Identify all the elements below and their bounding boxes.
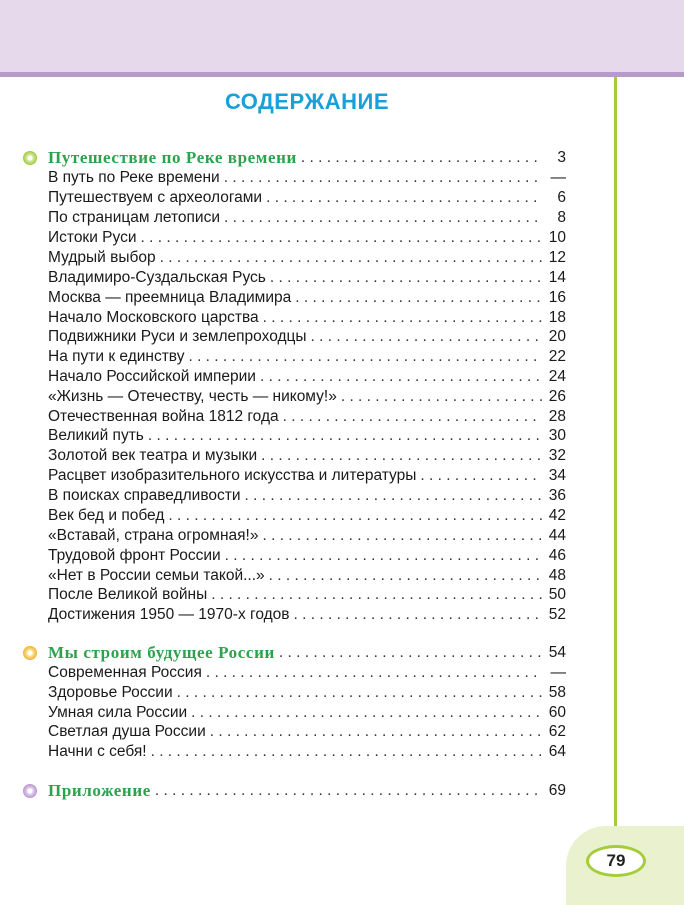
section-bullet-icon — [23, 784, 37, 798]
section-bullet-icon — [23, 151, 37, 165]
section-bullet-icon — [23, 646, 37, 660]
item-page: 22 — [548, 348, 566, 365]
leader-dots — [164, 506, 542, 526]
toc-item[interactable] — [48, 605, 566, 625]
leader-dots — [265, 566, 542, 586]
item-title: Умная сила России — [48, 704, 188, 721]
item-title: Владимиро-Суздальская Русь — [48, 269, 266, 286]
toc-item[interactable] — [48, 367, 566, 387]
toc-item[interactable] — [48, 526, 566, 546]
toc-item[interactable] — [48, 585, 566, 605]
item-title: Достижения 1950 — 1970-х годов — [48, 606, 290, 623]
leader-dots — [221, 546, 542, 566]
item-title: По страницам летописи — [48, 209, 220, 226]
item-page: 44 — [548, 527, 566, 544]
toc-item[interactable] — [48, 486, 566, 506]
toc-item[interactable] — [48, 703, 566, 723]
item-title: На пути к единству — [48, 348, 185, 365]
toc-item[interactable] — [48, 308, 566, 328]
toc-item[interactable] — [48, 446, 566, 466]
leader-dots — [266, 268, 542, 288]
leader-dots — [207, 585, 542, 605]
leader-dots — [291, 288, 542, 308]
toc-item[interactable] — [48, 288, 566, 308]
item-page: 46 — [548, 547, 566, 564]
toc-item[interactable] — [48, 268, 566, 288]
item-title: Путешествуем с археологами — [48, 189, 263, 206]
item-title: Расцвет изобразительного искусства и литературы — [48, 467, 417, 484]
item-title: Золотой век театра и музыки — [48, 447, 258, 464]
item-page: 28 — [548, 408, 566, 425]
leader-dots — [156, 248, 542, 268]
item-page: 58 — [548, 684, 566, 701]
leader-dots — [173, 683, 542, 703]
leader-dots — [256, 367, 542, 387]
toc-section[interactable] — [48, 148, 566, 168]
item-title: После Великой войны — [48, 586, 208, 603]
toc-item[interactable] — [48, 208, 566, 228]
item-page: 42 — [548, 507, 566, 524]
item-title: Трудовой фронт России — [48, 547, 221, 564]
toc-item[interactable] — [48, 742, 566, 762]
toc-item[interactable] — [48, 426, 566, 446]
item-title: «Жизнь — Отечеству, честь — никому!» — [48, 388, 337, 405]
item-title: В поисках справедливости — [48, 487, 241, 504]
page-number: 79 — [586, 845, 646, 877]
leader-dots — [279, 407, 542, 427]
toc-item[interactable] — [48, 683, 566, 703]
toc-item[interactable] — [48, 188, 566, 208]
item-title: «Вставай, страна огромная!» — [48, 527, 259, 544]
leader-dots — [220, 208, 542, 228]
item-page: 12 — [548, 249, 566, 266]
item-page: 32 — [548, 447, 566, 464]
item-page: 14 — [548, 269, 566, 286]
leader-dots — [202, 663, 542, 683]
item-page: 64 — [548, 743, 566, 760]
leader-dots — [257, 446, 542, 466]
toc-section[interactable] — [48, 643, 566, 663]
item-page: 18 — [548, 309, 566, 326]
toc-item[interactable] — [48, 663, 566, 683]
leader-dots — [262, 188, 542, 208]
item-title: Начало Московского царства — [48, 309, 259, 326]
toc-item[interactable] — [48, 327, 566, 347]
item-title: Отечественная война 1812 года — [48, 408, 279, 425]
item-page: — — [550, 664, 566, 681]
item-title: Великий путь — [48, 427, 144, 444]
section-title: Путешествие по Реке времени — [48, 148, 297, 167]
section-title: Мы строим будущее России — [48, 643, 275, 662]
toc-item[interactable] — [48, 722, 566, 742]
toc-item[interactable] — [48, 566, 566, 586]
leader-dots — [258, 526, 542, 546]
item-page: 34 — [548, 467, 566, 484]
item-title: В путь по Реке времени — [48, 169, 220, 186]
toc-item[interactable] — [48, 387, 566, 407]
toc-item[interactable] — [48, 347, 566, 367]
item-title: Подвижники Руси и землепроходцы — [48, 328, 307, 345]
toc-item[interactable] — [48, 228, 566, 248]
item-page: 60 — [548, 704, 566, 721]
leader-dots — [307, 327, 542, 347]
leader-dots — [290, 605, 543, 625]
item-page: 30 — [548, 427, 566, 444]
item-page: 36 — [548, 487, 566, 504]
leader-dots — [337, 387, 542, 407]
item-page: 52 — [548, 606, 566, 623]
item-page: 8 — [557, 209, 566, 226]
leader-dots — [184, 347, 542, 367]
leader-dots — [151, 781, 542, 801]
item-title: Москва — преемница Владимира — [48, 289, 292, 306]
item-page: 62 — [548, 723, 566, 740]
leader-dots — [416, 466, 542, 486]
leader-dots — [275, 643, 542, 663]
toc-item[interactable] — [48, 506, 566, 526]
item-title: «Нет в России семьи такой...» — [48, 567, 265, 584]
leader-dots — [147, 742, 542, 762]
page-title: СОДЕРЖАНИЕ — [224, 89, 390, 114]
leader-dots — [206, 722, 542, 742]
item-title: Мудрый выбор — [48, 249, 156, 266]
item-page: 26 — [548, 388, 566, 405]
item-title: Истоки Руси — [48, 229, 137, 246]
item-title: Начни с себя! — [48, 743, 147, 760]
item-page: 6 — [557, 189, 566, 206]
leader-dots — [137, 228, 542, 248]
item-page: 24 — [548, 368, 566, 385]
item-page: 16 — [548, 289, 566, 306]
section-title: Приложение — [48, 781, 151, 800]
section-page: 69 — [548, 782, 566, 799]
item-title: Начало Российской империи — [48, 368, 256, 385]
leader-dots — [241, 486, 542, 506]
item-page: 10 — [548, 229, 566, 246]
item-page: 48 — [548, 567, 566, 584]
item-title: Современная Россия — [48, 664, 202, 681]
section-page: 54 — [548, 644, 566, 661]
item-page: — — [550, 169, 566, 186]
leader-dots — [144, 426, 542, 446]
leader-dots — [259, 308, 542, 328]
toc-section[interactable] — [48, 781, 566, 801]
item-page: 20 — [548, 328, 566, 345]
item-title: Светлая душа России — [48, 723, 206, 740]
toc-item[interactable] — [48, 407, 566, 427]
leader-dots — [187, 703, 542, 723]
toc-item[interactable] — [48, 248, 566, 268]
section-page: 3 — [557, 149, 566, 166]
item-title: Век бед и побед — [48, 507, 165, 524]
toc-item[interactable] — [48, 546, 566, 566]
item-title: Здоровье России — [48, 684, 173, 701]
toc-item[interactable] — [48, 168, 566, 188]
toc-item[interactable] — [48, 466, 566, 486]
leader-dots — [297, 148, 542, 168]
item-page: 50 — [548, 586, 566, 603]
leader-dots — [220, 168, 542, 188]
